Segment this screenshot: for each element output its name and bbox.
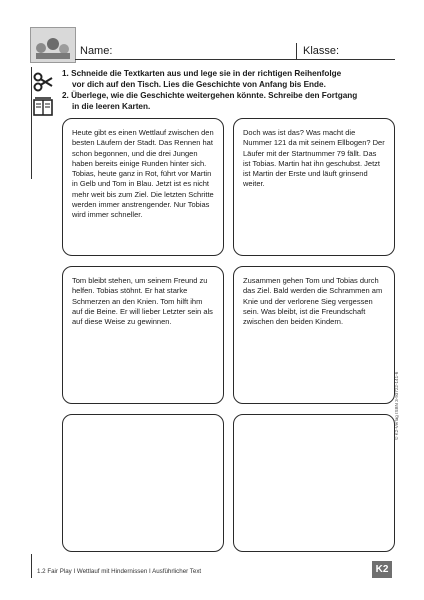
- instruction-1: [62, 69, 402, 90]
- story-card-3[interactable]: [62, 266, 224, 404]
- story-card-2[interactable]: [233, 118, 395, 256]
- name-label: Name:: [80, 45, 113, 57]
- book-icon: [32, 96, 54, 118]
- empty-card-5-text: [63, 415, 223, 433]
- instruction-2-line2: in die leeren Karten.: [72, 101, 151, 111]
- story-card-4[interactable]: [233, 266, 395, 404]
- instruction-1-line2: vor dich auf den Tisch. Lies die Geschichte von Anfang bis Ende.: [72, 79, 326, 89]
- copyright-text: © K2-Verlag ISBN 3-93722-141-6: [394, 371, 399, 440]
- story-card-2-text: Doch was ist das? Was macht die Nummer 121 da mit seinem Ellbogen? Der Läufer mit der Startnummer 79 fällt. Das ist Tobias. Martin hat ihn geschubst. Jetzt ist Martin der Erste und läuft grinsend weiter.: [243, 128, 385, 189]
- empty-card-5[interactable]: [62, 414, 224, 552]
- header-separator: [296, 43, 297, 59]
- klasse-label: Klasse:: [303, 45, 340, 57]
- story-card-1-text: Heute gibt es einen Wettlauf zwischen den besten Läufern der Stadt. Das Rennen hat schon begonnen, und die drei Jungen haben bereits einige Runden hinter sich. Tobias, heute ganz in Rot, führt vor Martin in Gelb und Tom in Blau. Jetzt ist es nicht mehr weit bis zum Ziel. Die letzten Schritte werden immer anstrengender. Nur Tobias wird immer schneller.: [72, 128, 214, 220]
- scissors-icon: [32, 71, 54, 93]
- instruction-1-line1: 1. Schneide die Textkarten aus und lege sie in der richtigen Reihenfolge: [62, 69, 342, 78]
- empty-card-6[interactable]: [233, 414, 395, 552]
- publisher-logo: K2: [372, 561, 392, 578]
- header-line: [75, 59, 395, 60]
- story-card-4-text: Zusammen gehen Tom und Tobias durch das Ziel. Bald werden die Schrammen am Knie und der verlorene Sieg vergessen sein. Was bleibt, ist die Freundschaft zwischen den beiden Kindern.: [243, 276, 383, 327]
- instruction-2: [62, 91, 402, 112]
- story-card-1[interactable]: [62, 118, 224, 256]
- empty-card-6-text: [234, 415, 394, 433]
- footer-text: 1.2 Fair Play I Wettlauf mit Hindernissen I Ausführlicher Text: [37, 568, 202, 575]
- instruction-2-line1: 2. Überlege, wie die Geschichte weitergehen könnte. Schreibe den Fortgang: [62, 91, 358, 100]
- header-illustration: [30, 27, 76, 63]
- story-card-3-text: Tom bleibt stehen, um seinem Freund zu helfen. Tobias stöhnt. Er hat starke Schmerzen an den Knien. Tom hilft ihm auf die Beine. Er will lieber Letzter sein als auf diese Weise zu gewinnen.: [72, 276, 213, 327]
- footer-rule: [31, 554, 32, 578]
